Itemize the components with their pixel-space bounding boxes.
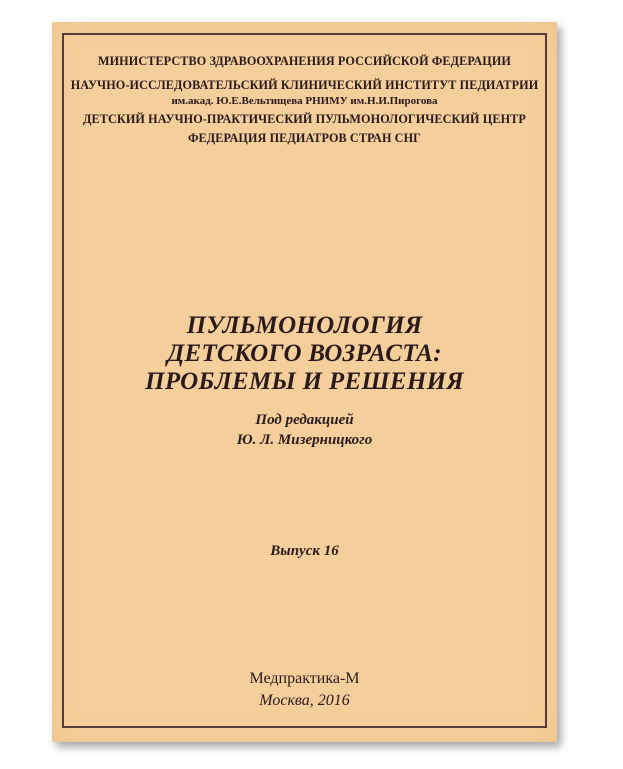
federation-line: ФЕДЕРАЦИЯ ПЕДИАТРОВ СТРАН СНГ — [187, 131, 422, 145]
institute-line: НАУЧНО-ИССЛЕДОВАТЕЛЬСКИЙ КЛИНИЧЕСКИЙ ИНСТИТУТ ПЕДИАТРИИ — [70, 78, 539, 92]
issue-number: Выпуск 16 — [270, 543, 339, 559]
institute-subline: им.акад. Ю.Е.Вельтищева РНИМУ им.Н.И.Пирогова — [171, 95, 438, 107]
editor-name: Ю. Л. Мизерницкого — [236, 432, 373, 448]
ministry-line: МИНИСТЕРСТВО ЗДРАВООХРАНЕНИЯ РОССИЙСКОЙ ФЕДЕРАЦИИ — [97, 54, 512, 68]
editor-label: Под редакцией — [255, 412, 354, 428]
book-cover — [52, 22, 557, 742]
center-line: ДЕТСКИЙ НАУЧНО-ПРАКТИЧЕСКИЙ ПУЛЬМОНОЛОГИЧЕСКИЙ ЦЕНТР — [83, 112, 526, 126]
publisher-name: Медпрактика-М — [249, 670, 360, 687]
book-title-line-2: ДЕТСКОГО ВОЗРАСТА: — [167, 340, 442, 367]
book-title-line-3: ПРОБЛЕМЫ И РЕШЕНИЯ — [145, 368, 464, 395]
city-year: Москва, 2016 — [259, 692, 350, 709]
book-title-line-1: ПУЛЬМОНОЛОГИЯ — [186, 312, 423, 339]
